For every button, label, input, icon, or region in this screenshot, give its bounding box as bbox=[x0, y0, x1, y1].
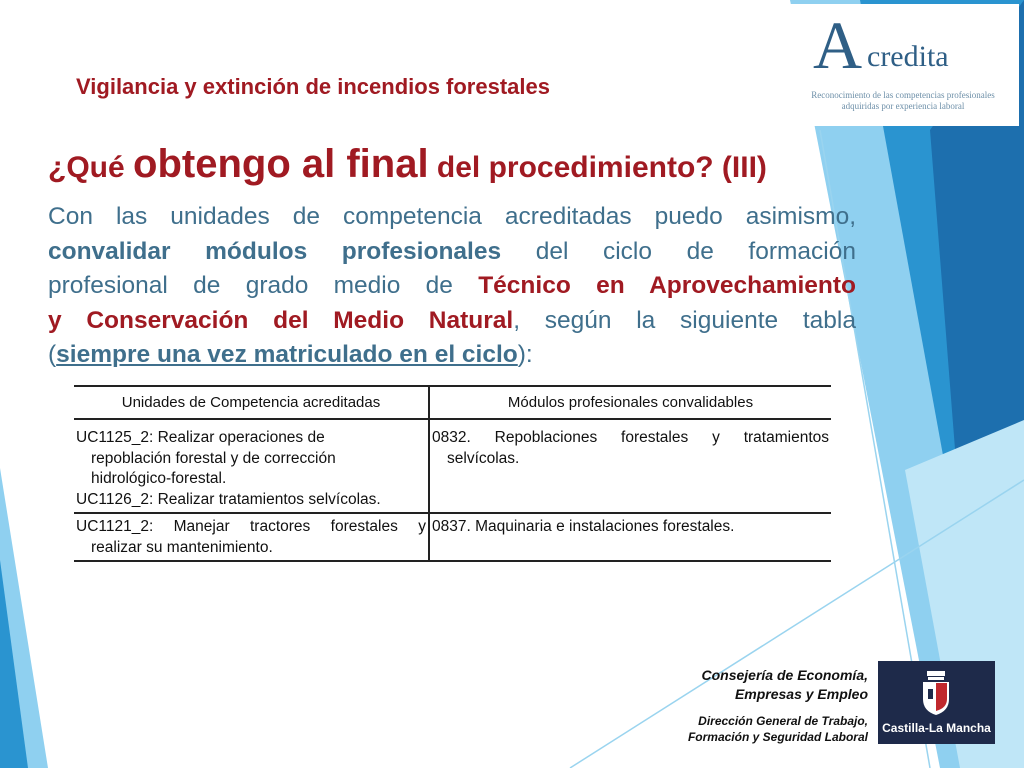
module-0837: 0837. Maquinaria e instalaciones forestales. bbox=[432, 518, 735, 535]
logo-tagline-line-2: adquiridas por experiencia laboral bbox=[841, 101, 965, 111]
body-highlight-conservacion: y Conservación del Medio Natural bbox=[48, 306, 514, 334]
consejeria-line-2: Empresas y Empleo bbox=[734, 686, 868, 702]
body-paren-open: ( bbox=[48, 341, 57, 368]
consejeria-line-1: Consejería de Economía, bbox=[701, 667, 868, 683]
table-cell-module bbox=[429, 419, 831, 513]
title-part-2: obtengo al final bbox=[133, 142, 429, 186]
body-highlight-convalidar: convalidar módulos profesionales bbox=[48, 237, 502, 265]
body-line-5 bbox=[48, 338, 856, 373]
table-header-modules: Módulos profesionales convalidables bbox=[429, 386, 831, 419]
body-line-4 bbox=[48, 304, 856, 339]
table-cell-uc bbox=[74, 513, 429, 561]
direccion-line-2: Formación y Seguridad Laboral bbox=[687, 730, 868, 744]
body-paragraph bbox=[48, 200, 856, 373]
castilla-la-mancha-logo bbox=[878, 661, 995, 744]
table-cell-uc bbox=[74, 419, 429, 513]
uc1126: UC1126_2: Realizar tratamientos selvícolas. bbox=[76, 490, 381, 508]
logo-tagline-line-1: Reconocimiento de las competencias profesionales bbox=[811, 90, 995, 100]
body-line-3 bbox=[48, 269, 856, 304]
consejeria-spacer bbox=[640, 704, 868, 713]
logo-word: credita bbox=[867, 40, 949, 73]
table-cell-module bbox=[429, 513, 831, 561]
consejeria-block bbox=[640, 666, 868, 745]
uc1125-line-2: repoblación forestal y de corrección bbox=[91, 449, 336, 467]
body-underlined-note: siempre una vez matriculado en el ciclo bbox=[56, 341, 518, 368]
uc1125-line-3: hidrológico-forestal. bbox=[91, 470, 227, 487]
body-line-3-text: profesional de grado medio de bbox=[48, 272, 479, 299]
body-line-2 bbox=[48, 235, 856, 270]
body-highlight-tecnico: Técnico en Aprovechamiento bbox=[478, 272, 856, 299]
slide-subtitle: Vigilancia y extinción de incendios forestales bbox=[76, 74, 550, 99]
body-line-1-text: Con las unidades de competencia acreditadas puedo asimismo, bbox=[48, 203, 856, 230]
table-row bbox=[74, 419, 831, 513]
module-0832-line-1: 0832. Repoblaciones forestales y tratamientos bbox=[432, 429, 829, 446]
acredita-logo bbox=[785, 4, 1019, 126]
body-line-1 bbox=[48, 200, 856, 235]
logo-letter: A bbox=[813, 7, 863, 83]
table-header-uc: Unidades de Competencia acreditadas bbox=[74, 386, 429, 419]
body-paren-close: ): bbox=[517, 341, 533, 368]
module-0832-line-2: selvícolas. bbox=[447, 449, 520, 467]
table-row bbox=[74, 513, 831, 561]
castle-crest-icon bbox=[921, 671, 951, 715]
body-line-2-rest: del ciclo de formación bbox=[501, 237, 856, 265]
logo-tagline bbox=[791, 90, 1015, 112]
table-header-row bbox=[74, 386, 831, 419]
slide-title bbox=[48, 140, 767, 197]
uc1125-line-1: UC1125_2: Realizar operaciones de bbox=[76, 429, 325, 446]
body-line-4-rest: , según la siguiente tabla bbox=[513, 306, 856, 334]
uc1121-line-1: UC1121_2: Manejar tractores forestales y bbox=[76, 518, 426, 535]
direccion-line-1: Dirección General de Trabajo, bbox=[698, 714, 868, 728]
region-label: Castilla-La Mancha bbox=[882, 721, 991, 735]
title-part-3: del procedimiento? (III) bbox=[428, 151, 767, 184]
uc1121-line-2: realizar su mantenimiento. bbox=[91, 538, 273, 556]
convalidation-table bbox=[74, 385, 831, 562]
title-part-1: ¿Qué bbox=[48, 151, 134, 184]
